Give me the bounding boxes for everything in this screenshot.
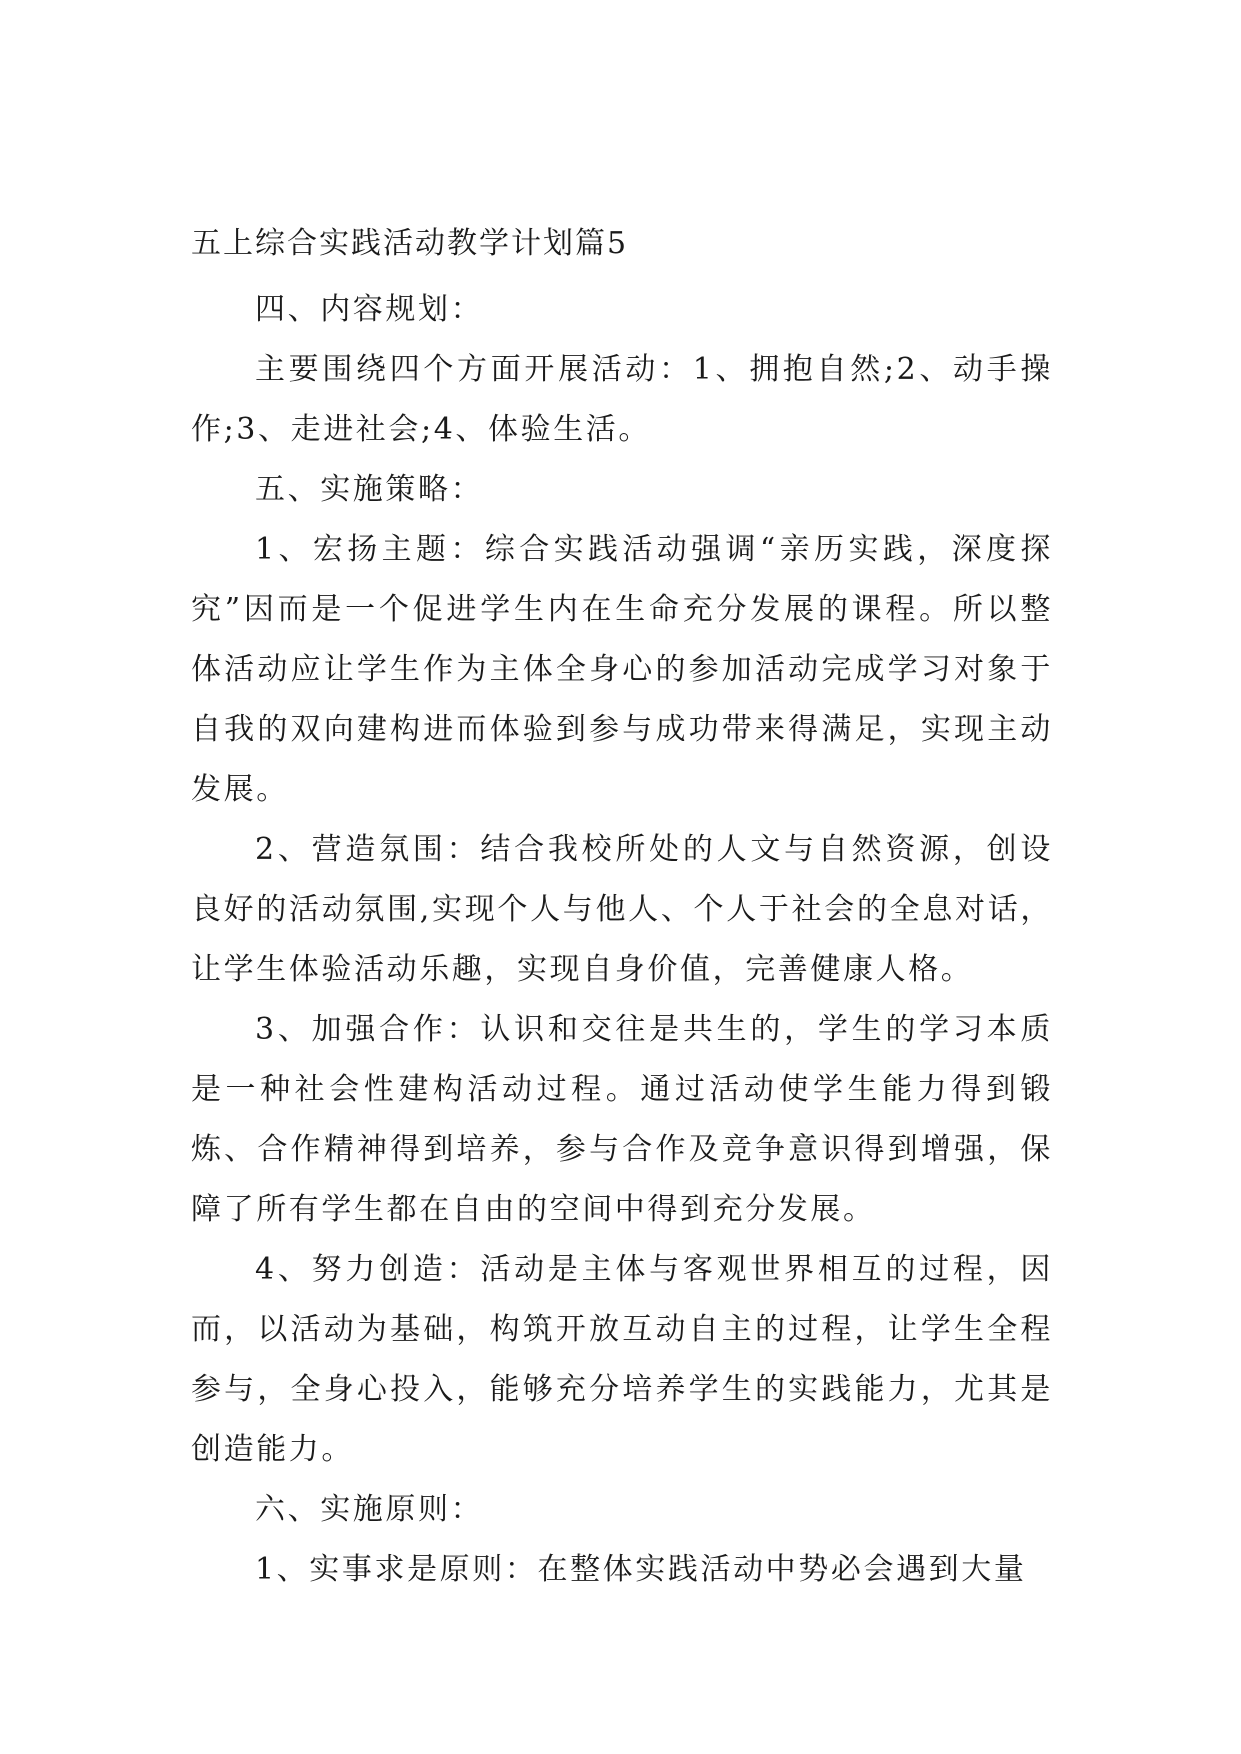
document-title: 五上综合实践活动教学计划篇5 xyxy=(191,226,629,261)
paragraph-principle-1: 1、实事求是原则：在整体实践活动中势必会遇到大量 xyxy=(255,1552,1027,1587)
paragraph-strategy-4: 4、努力创造：活动是主体与客观世界相互的过程，因而，以活动为基础，构筑开放互动自主的过程，让学生全程参与，全身心投入，能够充分培养学生的实践能力，尤其是创造能力。 xyxy=(191,1252,1053,1467)
section-heading-strategy: 五、实施策略： xyxy=(255,472,484,507)
document-body xyxy=(191,222,1053,1600)
section-heading-principles: 六、实施原则： xyxy=(255,1492,484,1527)
paragraph-strategy-2: 2、营造氛围：结合我校所处的人文与自然资源，创设良好的活动氛围,实现个人与他人、个人于社会的全息对话，让学生体验活动乐趣，实现自身价值，完善健康人格。 xyxy=(191,832,1053,987)
section-heading-content-plan: 四、内容规划： xyxy=(255,292,484,327)
paragraph-strategy-3: 3、加强合作：认识和交往是共生的，学生的学习本质是一种社会性建构活动过程。通过活动使学生能力得到锻炼、合作精神得到培养，参与合作及竞争意识得到增强，保障了所有学生都在自由的空间中得到充分发展。 xyxy=(191,1012,1053,1227)
paragraph-strategy-1: 1、宏扬主题：综合实践活动强调“亲历实践，深度探究”因而是一个促进学生内在生命充分发展的课程。所以整体活动应让学生作为主体全身心的参加活动完成学习对象于自我的双向建构进而体验到参与成功带来得满足，实现主动发展。 xyxy=(191,532,1053,807)
paragraph-activity-areas: 主要围绕四个方面开展活动：1、拥抱自然;2、动手操作;3、走进社会;4、体验生活。 xyxy=(191,352,1053,447)
